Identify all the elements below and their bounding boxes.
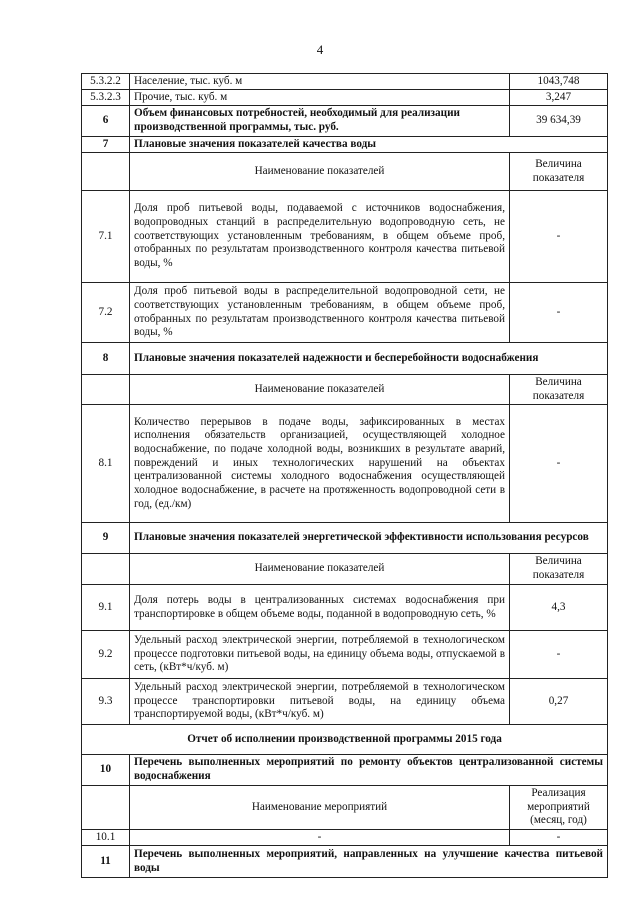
table-row [82,283,608,343]
row-value: - [510,405,608,523]
row-text: Прочие, тыс. куб. м [130,90,510,106]
table-row [82,631,608,679]
table-row [82,191,608,283]
report-title-row [82,725,608,755]
page-number: 4 [316,42,324,57]
column-header-name: Наименование показателей [130,153,510,191]
column-header-name: Наименование показателей [130,554,510,585]
row-number: 8.1 [82,405,130,523]
report-title: Отчет об исполнении производственной программы 2015 года [82,725,608,755]
section-row [82,846,608,878]
section-row [82,137,608,153]
row-value: 3,247 [510,90,608,106]
column-header-value: Величина показателя [510,375,608,405]
row-text: Объем финансовых потребностей, необходимый для реализации производственной программы, тыс. руб. [130,106,510,137]
table-row [82,830,608,846]
table-row [82,90,608,106]
row-value: 4,3 [510,585,608,631]
table-row [82,74,608,90]
row-number: 10.1 [82,830,130,846]
table-row [82,405,608,523]
row-text: Удельный расход электрической энергии, потребляемой в технологическом процессе транспортировки питьевой воды, на единицу объема транспортируемой воды, (кВт*ч/куб. м) [130,679,510,725]
column-header-name: Наименование показателей [130,375,510,405]
row-value: 0,27 [510,679,608,725]
program-table [81,73,608,878]
row-text: Население, тыс. куб. м [130,74,510,90]
row-number: 5.3.2.3 [82,90,130,106]
row-number: 5.3.2.2 [82,74,130,90]
row-text: Доля проб питьевой воды в распределительной водопроводной сети, не соответствующих установленным требованиям, в общем объеме проб, отобранных по результатам производственного контроля качества питьевой воды, % [130,283,510,343]
section-title: Плановые значения показателей энергетической эффективности использования ресурсов [130,523,608,554]
section-row [82,343,608,375]
row-text: Доля проб питьевой воды, подаваемой с источников водоснабжения, водопроводных станций в распределительную водопроводную сеть, не соответствующих установленным требованиям, в общем объеме проб, отобранных по результатам производственного контроля качества питьевой воды, % [130,191,510,283]
section-number: 10 [82,755,130,786]
table-row [82,679,608,725]
column-header-value: Величина показателя [510,554,608,585]
row-value: 39 634,39 [510,106,608,137]
row-text: Доля потерь воды в централизованных системах водоснабжения при транспортировке в общем объеме воды, поданной в водопроводную сеть, % [130,585,510,631]
column-header-value: Реализация мероприятий (месяц, год) [510,786,608,830]
header-row [82,153,608,191]
section-title: Плановые значения показателей качества воды [130,137,608,153]
row-text: Количество перерывов в подаче воды, зафиксированных в местах исполнения обязательств организацией, осуществляющей холодное водоснабжение, по подаче холодной воды, возникших в результате аварий, повреждений и иных технологических нарушений на объектах централизованной системы холодного водоснабжения осуществляющей холодное водоснабжение, в расчете на протяженность водопроводной сети в год, (ед./км) [130,405,510,523]
table-row [82,106,608,137]
header-row [82,554,608,585]
row-text: Удельный расход электрической энергии, потребляемой в технологическом процессе подготовки питьевой воды, на единицу объема воды, отпускаемой в сеть, (кВт*ч/куб. м) [130,631,510,679]
row-number: 7.1 [82,191,130,283]
row-number: 6 [82,106,130,137]
section-number: 9 [82,523,130,554]
header-row [82,786,608,830]
section-number: 8 [82,343,130,375]
section-number: 11 [82,846,130,878]
section-row [82,755,608,786]
row-value: - [510,283,608,343]
column-header-name: Наименование мероприятий [130,786,510,830]
table-row [82,585,608,631]
row-value: - [510,631,608,679]
row-number: 9.1 [82,585,130,631]
column-header-value: Величина показателя [510,153,608,191]
row-number: 9.2 [82,631,130,679]
section-title: Перечень выполненных мероприятий по ремонту объектов централизованной системы водоснабжения [130,755,608,786]
section-title: Перечень выполненных мероприятий, направленных на улучшение качества питьевой воды [130,846,608,878]
row-value: 1043,748 [510,74,608,90]
row-value: - [510,830,608,846]
row-number: 7.2 [82,283,130,343]
row-value: - [510,191,608,283]
section-number: 7 [82,137,130,153]
row-text: - [130,830,510,846]
section-title: Плановые значения показателей надежности и бесперебойности водоснабжения [130,343,608,375]
row-number: 9.3 [82,679,130,725]
header-row [82,375,608,405]
section-row [82,523,608,554]
